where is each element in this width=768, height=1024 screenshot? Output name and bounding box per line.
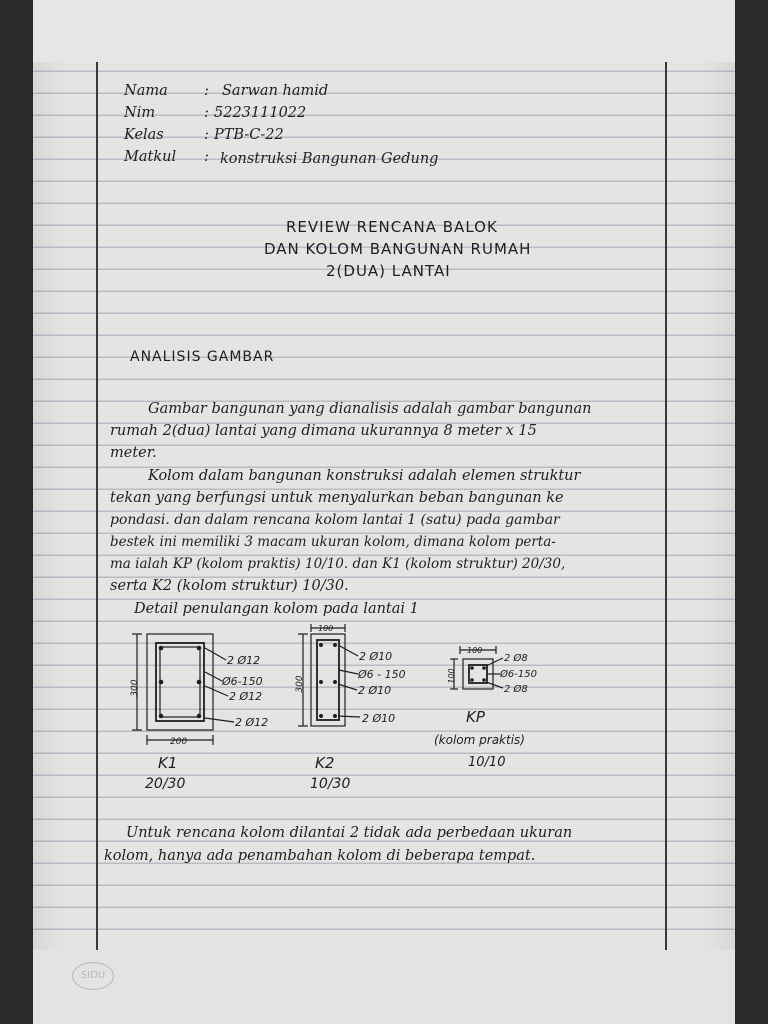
title-line-3: 2(DUA) LANTAI [326, 262, 451, 280]
body-line-3: meter. [110, 445, 157, 461]
k2-diagram [298, 624, 360, 726]
k2-label-4: 2 Ø10 [362, 712, 396, 725]
k2-rebar [333, 714, 337, 718]
k2-rebar [333, 680, 337, 684]
kp-width-dim-text: 100 [467, 646, 483, 655]
nim-value: 5223111022 [214, 105, 307, 121]
matkul-label: Matkul [124, 149, 177, 165]
k2-rebar [319, 643, 323, 647]
k2-stirrup [317, 640, 339, 720]
kp-leader-3 [486, 682, 503, 688]
body-line-2: rumah 2(dua) lantai yang dimana ukurannya 8 meter x 15 [110, 423, 537, 439]
k1-label-4: 2 Ø12 [235, 716, 269, 729]
k2-label-1: 2 Ø10 [359, 650, 393, 663]
k1-leader-1 [205, 648, 226, 660]
kp-label-3: 2 Ø8 [504, 684, 528, 695]
k2-leader-4 [338, 716, 360, 717]
nama-value: Sarwan hamid [222, 83, 329, 99]
k2-leader-2 [339, 670, 358, 674]
k2-width-dim-text: 100 [318, 624, 334, 633]
k1-height-dim-text: 300 [130, 679, 140, 697]
k1-diagram [132, 634, 234, 745]
k2-label-2: Ø6 - 150 [358, 668, 406, 681]
kp-rebar [470, 666, 474, 670]
k1-rebar [159, 680, 164, 685]
body-line-7: bestek ini memiliki 3 macam ukuran kolom, dimana kolom perta- [110, 534, 556, 550]
section-heading: ANALISIS GAMBAR [130, 349, 275, 365]
matkul-separator: : [204, 149, 209, 165]
nim-label: Nim [124, 105, 156, 121]
k1-label-1: 2 Ø12 [227, 654, 261, 667]
sidu-logo [72, 962, 114, 990]
k1-label-2: Ø6-150 [222, 675, 263, 688]
body-line-4: Kolom dalam bangunan konstruksi adalah elemen struktur [148, 468, 581, 484]
kp-size: 10/10 [468, 755, 506, 770]
kp-name: KP [466, 708, 485, 726]
kp-height-dim-text: 100 [447, 668, 456, 684]
nim-separator: : [204, 105, 209, 121]
k1-width-dim-text: 200 [170, 737, 188, 747]
k2-height-dim-text: 300 [295, 675, 305, 693]
k2-rebar [333, 643, 337, 647]
nama-label: Nama [124, 83, 168, 99]
k1-rebar [159, 714, 164, 719]
kelas-separator: : [204, 127, 209, 143]
body-line-9: serta K2 (kolom struktur) 10/30. [110, 578, 349, 594]
kp-label-1: 2 Ø8 [504, 653, 528, 664]
kp-rebar [482, 678, 486, 682]
kp-label-2: Ø6-150 [500, 669, 537, 680]
body-line-1: Gambar bangunan yang dianalisis adalah gambar bangunan [148, 401, 592, 417]
sidu-logo-text: SIDU [80, 970, 106, 981]
k1-rebar [197, 680, 202, 685]
k2-rebar [319, 680, 323, 684]
kp-rebar [470, 678, 474, 682]
k2-name: K2 [315, 754, 335, 772]
detail-heading: Detail penulangan kolom pada lantai 1 [134, 601, 419, 617]
nama-separator: : [204, 83, 209, 99]
closing-line-1: Untuk rencana kolom dilantai 2 tidak ada perbedaan ukuran [126, 825, 573, 841]
k2-rebar [319, 714, 323, 718]
k1-label-3: 2 Ø12 [229, 690, 263, 703]
kp-rebar [482, 666, 486, 670]
k1-stirrup-inner [160, 647, 200, 717]
matkul-value: konstruksi Bangunan Gedung [220, 151, 439, 167]
title-line-1: REVIEW RENCANA BALOK [286, 218, 498, 236]
title-line-2: DAN KOLOM BANGUNAN RUMAH [264, 240, 532, 258]
closing-line-2: kolom, hanya ada penambahan kolom di beberapa tempat. [104, 848, 536, 864]
k1-leader-4 [205, 718, 234, 722]
body-line-6: pondasi. dan dalam rencana kolom lantai 1 (satu) pada gambar [110, 512, 560, 528]
k2-label-3: 2 Ø10 [358, 684, 392, 697]
kelas-label: Kelas [124, 127, 164, 143]
k1-size: 20/30 [145, 776, 186, 792]
k1-rebar [159, 646, 164, 651]
k1-rebar [197, 646, 202, 651]
body-line-5: tekan yang berfungsi untuk menyalurkan beban bangunan ke [110, 490, 564, 506]
kp-subtitle: (kolom praktis) [434, 733, 525, 747]
k1-name: K1 [158, 754, 178, 772]
k2-leader-3 [338, 684, 357, 690]
k2-size: 10/30 [310, 776, 351, 792]
k2-leader-1 [338, 645, 358, 656]
kelas-value: PTB-C-22 [214, 127, 284, 143]
body-line-8: ma ialah KP (kolom praktis) 10/10. dan K1 (kolom struktur) 20/30, [110, 556, 566, 572]
k1-rebar [197, 714, 202, 719]
